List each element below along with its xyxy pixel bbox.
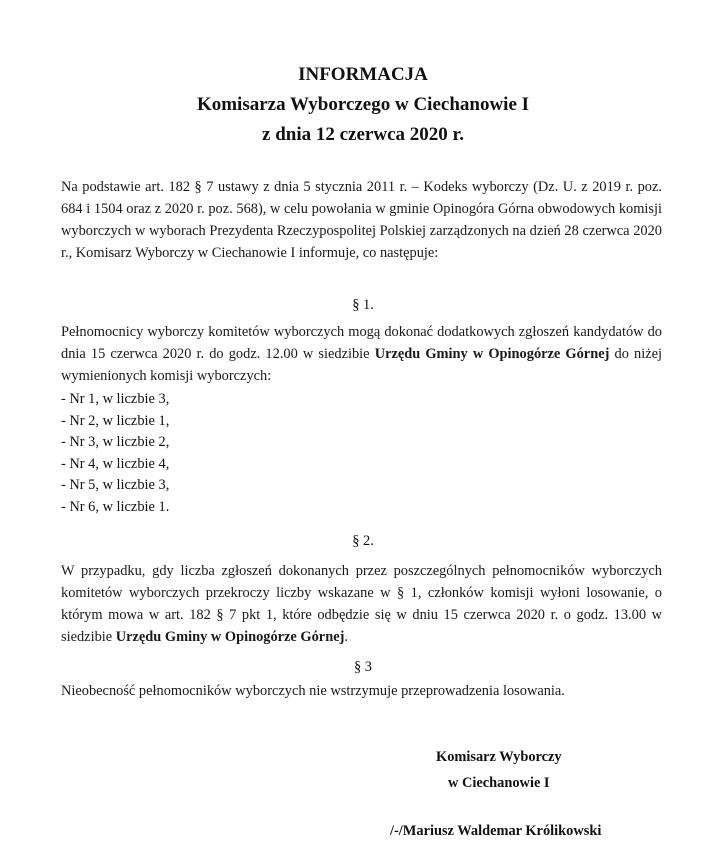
section-1-heading: § 1. <box>352 297 374 313</box>
commission-list <box>61 389 169 519</box>
section-2-text-after: . <box>344 629 348 645</box>
list-item: - Nr 1, w liczbie 3, <box>61 391 170 407</box>
section-2-office-name: Urzędu Gminy w Opinogórze Górnej <box>115 629 345 645</box>
section-1-text-after: do niżej wymienionych komisji wyborczych: <box>61 346 662 384</box>
section-3-paragraph: Nieobecność pełnomocników wyborczych nie wstrzymuje przeprowadzenia losowania. <box>61 683 565 699</box>
section-3-heading: § 3 <box>354 659 372 675</box>
section-2-paragraph <box>61 560 662 648</box>
document-subtitle: Komisarza Wyborczego w Ciechanowie I <box>196 94 530 115</box>
section-2-heading: § 2. <box>352 533 374 549</box>
list-item: - Nr 5, w liczbie 3, <box>61 477 170 494</box>
document-title: INFORMACJA <box>298 64 428 85</box>
section-1-office-name: Urzędu Gminy w Opinogórze Górnej <box>374 346 610 362</box>
signature-name: /-/Mariusz Waldemar Królikowski <box>390 823 602 839</box>
section-1-text-before: Pełnomocnicy wyborczy komitetów wyborczych mogą dokonać dodatkowych zgłoszeń kandydatów do dnia 15 czerwca 2020 r. do godz. 12.00 w siedzibie <box>61 324 662 362</box>
list-item: - Nr 6, w liczbie 1. <box>61 498 170 515</box>
signature-location: w Ciechanowie I <box>448 775 550 791</box>
section-1-paragraph <box>61 321 662 387</box>
intro-paragraph: Na podstawie art. 182 § 7 ustawy z dnia 5 stycznia 2011 r. – Kodeks wyborczy (Dz. U. z 2019 r. poz. 684 i 1504 oraz z 2020 r. poz. 568), w celu powołania w gminie Opinogóra Górna obwodowych komisji wyborczych w wyborach Prezydenta Rzeczypospolitej Polskiej zarządzonych na dzień 28 czerwca 2020 r., Komisarz Wyborczy w Ciechanowie I informuje, co następuje: <box>61 179 662 261</box>
section-2-text-before: W przypadku, gdy liczba zgłoszeń dokonanych przez poszczególnych pełnomocników wyborczych komitetów wyborczych przekroczy liczby wskazane w § 1, członków komisji wyłoni losowanie, o którym mowa w art. 182 § 7 pkt 1, które odbędzie się w dniu 15 czerwca 2020 r. o godz. 13.00 w siedzibie <box>61 563 662 645</box>
list-item: - Nr 2, w liczbie 1, <box>61 412 170 429</box>
list-item: - Nr 4, w liczbie 4, <box>61 455 170 472</box>
signature-title: Komisarz Wyborczy <box>436 749 562 765</box>
document-header <box>0 60 726 150</box>
document-date: z dnia 12 czerwca 2020 r. <box>262 124 464 145</box>
list-item: - Nr 3, w liczbie 2, <box>61 434 170 451</box>
